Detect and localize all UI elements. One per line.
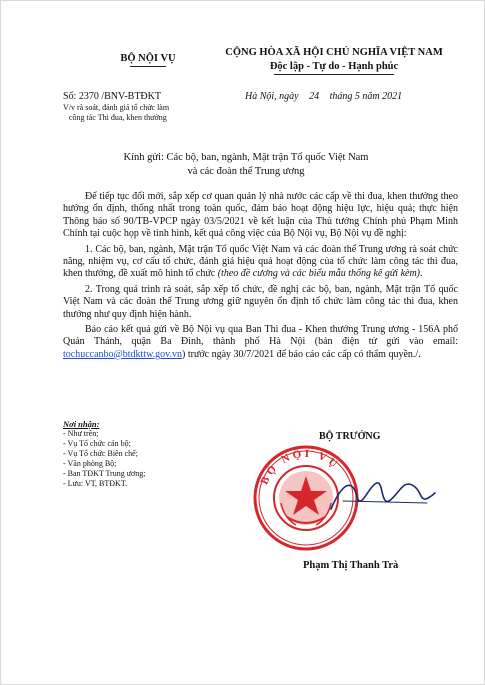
motto-underline bbox=[274, 74, 394, 75]
paragraph-item-2: 2. Trong quá trình rà soát, sắp xếp tổ chức, đề nghị các bộ, ban, ngành, Mặt trận Tổ quốc Việt Nam và các đoàn thể Trung ương giữ nguyên ổn định tổ chức làm công tác thi đua, khen thưởng như quy định hiện hành. bbox=[63, 283, 458, 320]
national-motto: Độc lập - Tự do - Hạnh phúc bbox=[269, 61, 399, 72]
country-name: CỘNG HÒA XÃ HỘI CHỦ NGHĨA VIỆT NAM bbox=[225, 47, 443, 58]
date-suffix: tháng 5 năm 2021 bbox=[329, 91, 403, 102]
item-1-text: 1. Các bộ, ban, ngành, Mặt trận Tổ quốc Việt Nam và các đoàn thể Trung ương rà soát chức năng, nhiệm vụ, cơ cấu tổ chức, đánh giá hiệu quả hoạt động của tổ chức làm công tác thi đua, khen thưởng, đề xuất mô hình tổ chức bbox=[63, 243, 458, 280]
report-text-end: ) trước ngày 30/7/2021 để báo cáo các cấp có thẩm quyền./. bbox=[182, 348, 421, 360]
paragraph-report bbox=[63, 324, 458, 361]
item-1-end: . bbox=[420, 268, 423, 280]
document-subject bbox=[63, 103, 213, 123]
recipient-item: - Như trên; bbox=[63, 429, 99, 438]
seal-text: BỘ NỘI VỤ bbox=[258, 447, 342, 487]
recipient-line-1: Kính gửi: Các bộ, ban, ngành, Mặt trận Tổ quốc Việt Nam bbox=[123, 152, 369, 163]
date-prefix: Hà Nội, ngày bbox=[245, 91, 299, 102]
paragraph-intro: Để tiếp tục đổi mới, sắp xếp cơ quan quản lý nhà nước các cấp về thi đua, khen thưởng theo hướng ổn định, thống nhất trong toàn quốc, đảm bảo hoạt động hiệu lực, hiệu quả; thực hiện Thông báo số 90/TB-VPCP ngày 03/5/2021 về kết luận của Thủ tướng Chính phủ Phạm Minh Chính tại cuộc họp về tình hình, kết quả công việc của Bộ Nội vụ, Bộ Nội vụ đề nghị: bbox=[63, 191, 458, 240]
signer-name: Phạm Thị Thanh Trà bbox=[303, 560, 399, 571]
report-text: Báo cáo kết quả gửi về Bộ Nội vụ qua Ban Thi đua - Khen thưởng Trung ương - 156A phố Quán Thánh, quận Ba Đình, thành phố Hà Nội (bản điện tử gửi vào email: bbox=[63, 324, 458, 348]
ministry-name: BỘ NỘI VỤ bbox=[120, 53, 176, 64]
item-1-italic-note: (theo đề cương và các biểu mẫu thống kê gửi kèm) bbox=[217, 268, 421, 280]
national-header bbox=[189, 47, 479, 75]
email-link[interactable]: tochuccanbo@btdkttw.gov.vn bbox=[63, 348, 182, 360]
document-date bbox=[245, 91, 402, 102]
subject-line-1: V/v rà soát, đánh giá tổ chức làm bbox=[63, 103, 170, 112]
recipient-item: - Vụ Tổ chức Biên chế; bbox=[63, 449, 138, 458]
paragraph-item-1 bbox=[63, 244, 458, 281]
recipient-item: - Văn phòng Bộ; bbox=[63, 459, 117, 468]
recipient-line-2: và các đoàn thể Trung ương bbox=[187, 166, 305, 177]
document-number: Số: 2370 /BNV-BTĐKT bbox=[63, 91, 161, 102]
recipient-item: - Ban TĐKT Trung ương; bbox=[63, 469, 146, 478]
subject-line-2: công tác Thi đua, khen thưởng bbox=[69, 113, 167, 122]
date-day: 24 bbox=[309, 91, 320, 102]
recipient-item: - Lưu: VT, BTĐKT. bbox=[63, 479, 128, 488]
recipients-list bbox=[63, 419, 146, 489]
handwritten-signature bbox=[323, 471, 443, 521]
signer-title: BỘ TRƯỞNG bbox=[319, 431, 381, 442]
letter-body bbox=[63, 191, 458, 364]
recipient-block bbox=[41, 151, 451, 179]
ministry-underline bbox=[130, 66, 166, 67]
recipients-title: Nơi nhận: bbox=[63, 419, 100, 429]
recipient-item: - Vụ Tổ chức cán bộ; bbox=[63, 439, 131, 448]
